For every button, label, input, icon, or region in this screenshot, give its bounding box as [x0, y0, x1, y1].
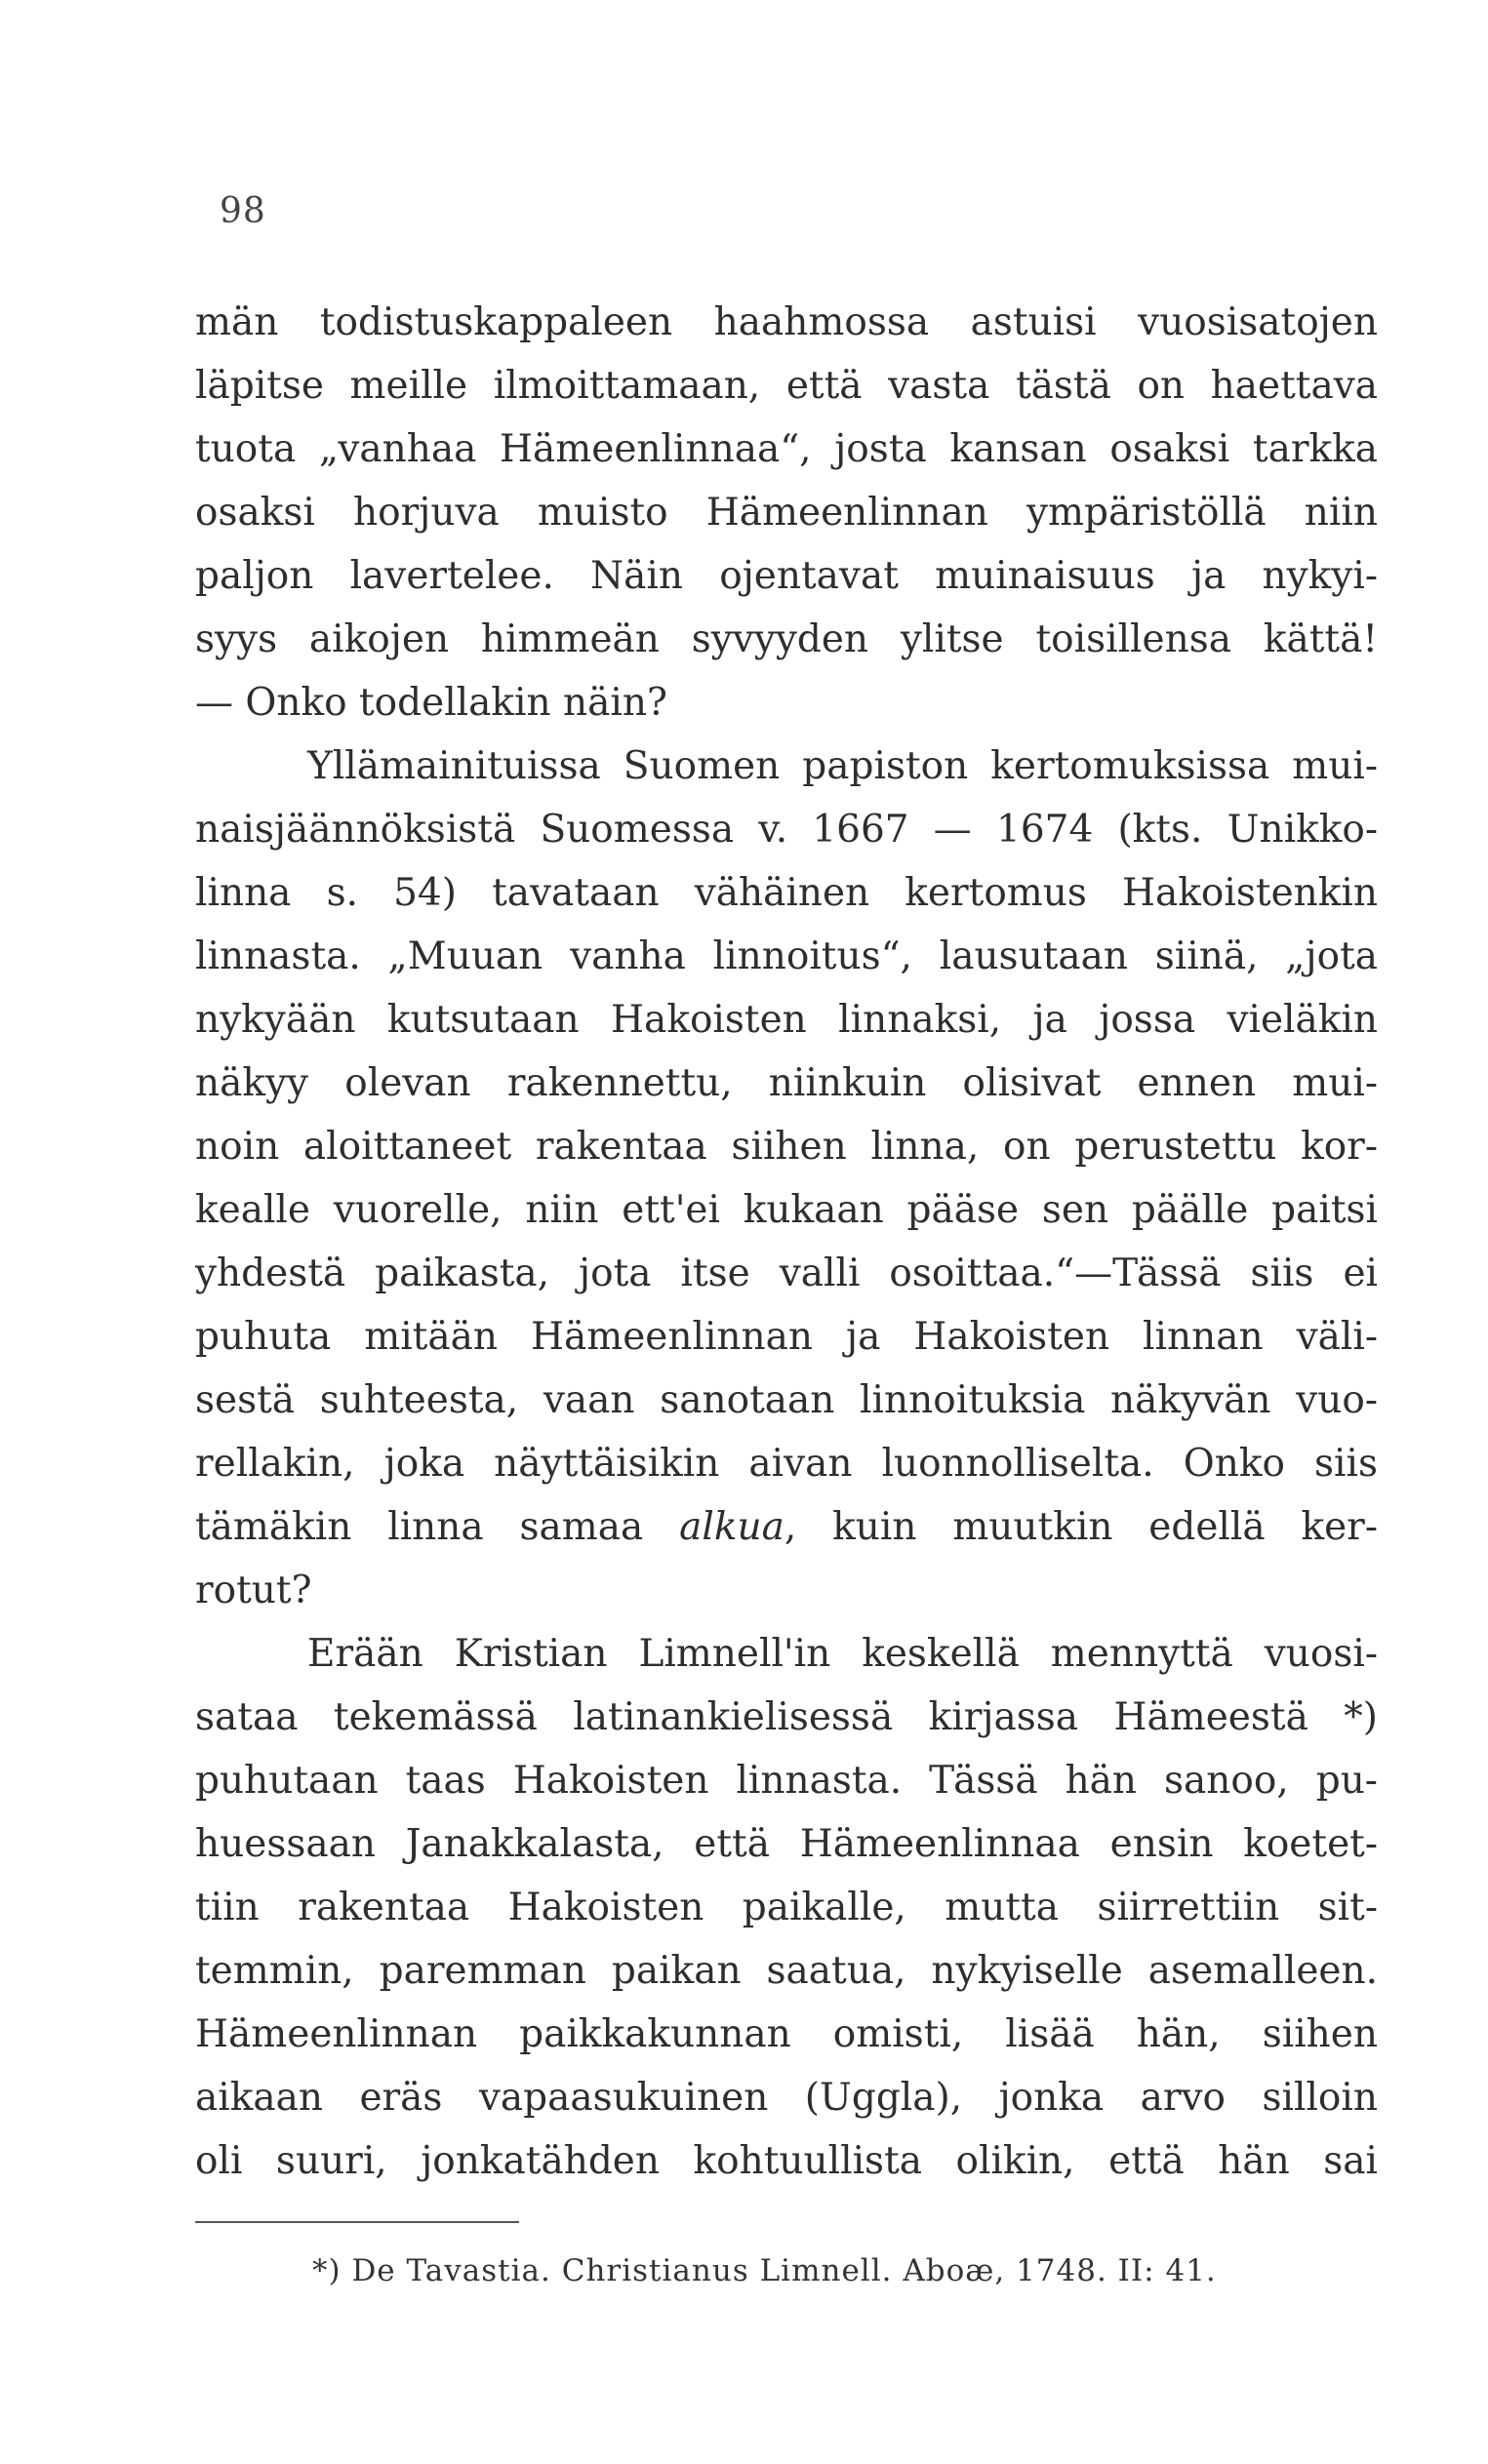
text-line: temmin, paremman paikan saatua, nykyiselle asemalleen. — [195, 1949, 1378, 1993]
text-line: yhdestä paikasta, jota itse valli osoittaa.“—Tässä siis ei — [195, 1252, 1378, 1295]
text-line: naisjäännöksistä Suomessa v. 1667 — 1674 (kts. Unikko- — [195, 808, 1378, 852]
text-line: aikaan eräs vapaasukuinen (Uggla), jonka arvo silloin — [195, 2076, 1378, 2120]
text-line: nykyään kutsutaan Hakoisten linnaksi, ja jossa vieläkin — [195, 998, 1378, 1042]
text-line: Hämeenlinnan paikkakunnan omisti, lisää hän, siihen — [195, 2012, 1378, 2056]
text-line: näkyy olevan rakennettu, niinkuin olisivat ennen mui- — [195, 1061, 1378, 1105]
page-number: 98 — [220, 191, 266, 231]
text-segment: tämäkin linna samaa — [195, 1505, 680, 1549]
text-line-with-italic — [195, 1495, 1378, 1559]
text-line: syys aikojen himmeän syvyyden ylitse toisillensa kättä! — [195, 617, 1378, 661]
italic-word: alkua — [679, 1505, 784, 1549]
text-line: tiin rakentaa Hakoisten paikalle, mutta siirrettiin sit- — [195, 1886, 1378, 1929]
footnote: *) De Tavastia. Christianus Limnell. Aboæ, 1748. II: 41. — [312, 2253, 1217, 2288]
footnote-divider — [195, 2221, 519, 2223]
text-line: läpitse meille ilmoittamaan, että vasta tästä on haettava — [195, 364, 1378, 408]
paragraph-start-line: Yllämainituissa Suomen papiston kertomuksissa mui- — [307, 744, 1378, 788]
text-line: tuota „vanhaa Hämeenlinnaa“, josta kansan osaksi tarkka — [195, 427, 1378, 471]
text-line: osaksi horjuva muisto Hämeenlinnan ympäristöllä niin — [195, 491, 1378, 535]
text-line: sataa tekemässä latinankielisessä kirjassa Hämeestä *) — [195, 1695, 1378, 1739]
body-text — [195, 291, 1378, 2193]
text-line: rellakin, joka näyttäisikin aivan luonnolliselta. Onko siis — [195, 1442, 1378, 1486]
text-line: puhuta mitään Hämeenlinnan ja Hakoisten linnan väli- — [195, 1315, 1378, 1359]
text-segment: , kuin muutkin edellä ker- — [784, 1505, 1378, 1549]
text-line: sestä suhteesta, vaan sanotaan linnoituksia näkyvän vuo- — [195, 1378, 1378, 1422]
text-line: linnasta. „Muuan vanha linnoitus“, lausutaan siinä, „jota — [195, 934, 1378, 978]
text-line: huessaan Janakkalasta, että Hämeenlinnaa ensin koetet- — [195, 1822, 1378, 1866]
text-line: oli suuri, jonkatähden kohtuullista olikin, että hän sai — [195, 2139, 1378, 2183]
text-line: puhutaan taas Hakoisten linnasta. Tässä hän sanoo, pu- — [195, 1759, 1378, 1803]
text-line: linna s. 54) tavataan vähäinen kertomus Hakoistenkin — [195, 871, 1378, 915]
text-line: — Onko todellakin näin? — [195, 681, 667, 725]
text-line: män todistuskappaleen haahmossa astuisi vuosisatojen — [195, 300, 1378, 344]
paragraph-start-line: Erään Kristian Limnell'in keskellä mennyttä vuosi- — [307, 1632, 1378, 1676]
text-line: kealle vuorelle, niin ett'ei kukaan pääse sen päälle paitsi — [195, 1188, 1378, 1232]
text-line: rotut? — [195, 1569, 312, 1612]
text-line: paljon lavertelee. Näin ojentavat muinaisuus ja nykyi- — [195, 554, 1378, 598]
text-line: noin aloittaneet rakentaa siihen linna, on perustettu kor- — [195, 1125, 1378, 1169]
